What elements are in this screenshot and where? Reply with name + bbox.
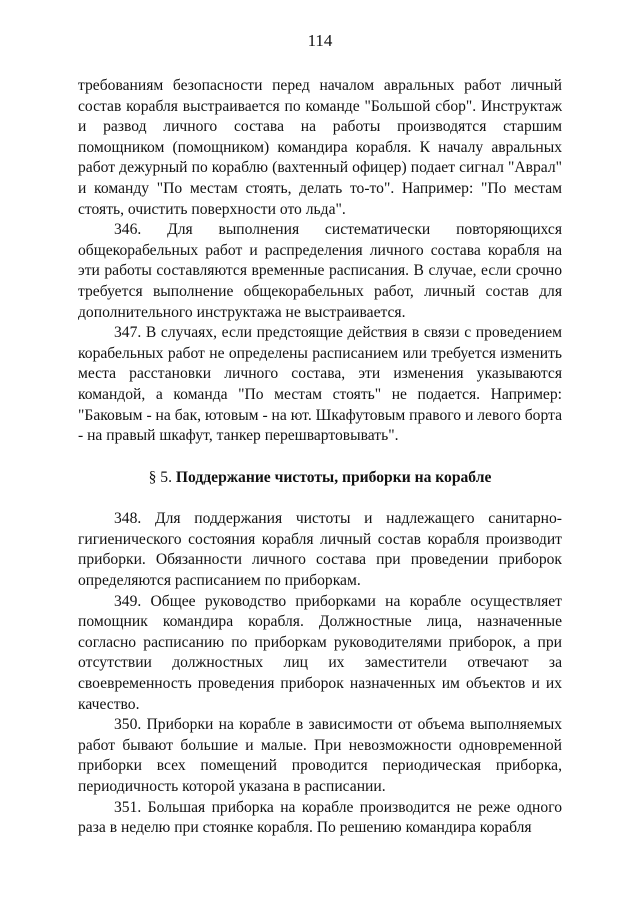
paragraph-346: 346. Для выполнения систематически повторяющихся общекорабельных работ и распределения личного состава корабля на эти работы составляются временные расписания. В случае, если срочно требуется выполнение общекорабельных работ, личный состав для дополнительного инструктажа не выстраивается. — [78, 221, 562, 321]
paragraph-349: 349. Общее руководство приборками на корабле осуществляет помощник командира корабля. Должностные лица, назначенные согласно расписанию по приборкам руководителями приборок, а при отсутствии должностных лиц их заместители отвечают за своевременность проведения приборок назначенных им объектов и их качество. — [78, 592, 562, 713]
paragraph-347: 347. В случаях, если предстоящие действия в связи с проведением корабельных работ не определены расписанием или требуется изменить места расстановки личного состава, эти изменения указываются командой, а команда "По местам стоять" не подается. Например: "Баковым - на бак, ютовым - на ют. Шкафутовым правого и левого борта - на правый шкафут, танкер перешвартовывать". — [78, 324, 562, 445]
paragraph-continuation: требованиям безопасности перед началом авральных работ личный состав корабля выстраивается по команде "Большой сбор". Инструктаж и развод личного состава на работы производятся старшим помощником (помощником) командира корабля. К началу авральных работ дежурный по кораблю (вахтенный офицер) подает сигнал "Аврал" и команду "По местам стоять, делать то-то". Например: "По местам стоять, очистить поверхности ото льда". — [78, 77, 562, 218]
section-title: Поддержание чистоты, приборки на корабле — [175, 468, 492, 486]
paragraph-350: 350. Приборки на корабле в зависимости от объема выполняемых работ бывают большие и малые. При невозможности одновременной приборки всех помещений проводится периодическая приборка, периодичность которой указана в расписании. — [78, 716, 562, 795]
paragraph-351: 351. Большая приборка на корабле производится не реже одного раза в неделю при стоянке корабля. По решению командира корабля — [78, 798, 562, 837]
paragraph-348: 348. Для поддержания чистоты и надлежащего санитарно-гигиенического состояния корабля личный состав корабля производит приборки. Обязанности личного состава при проведении приборок определяются расписанием по приборкам. — [78, 510, 562, 590]
page-number: 114 — [307, 31, 333, 50]
section-heading — [78, 468, 562, 489]
document-body — [78, 76, 562, 839]
section-number: § 5. — [148, 468, 172, 486]
